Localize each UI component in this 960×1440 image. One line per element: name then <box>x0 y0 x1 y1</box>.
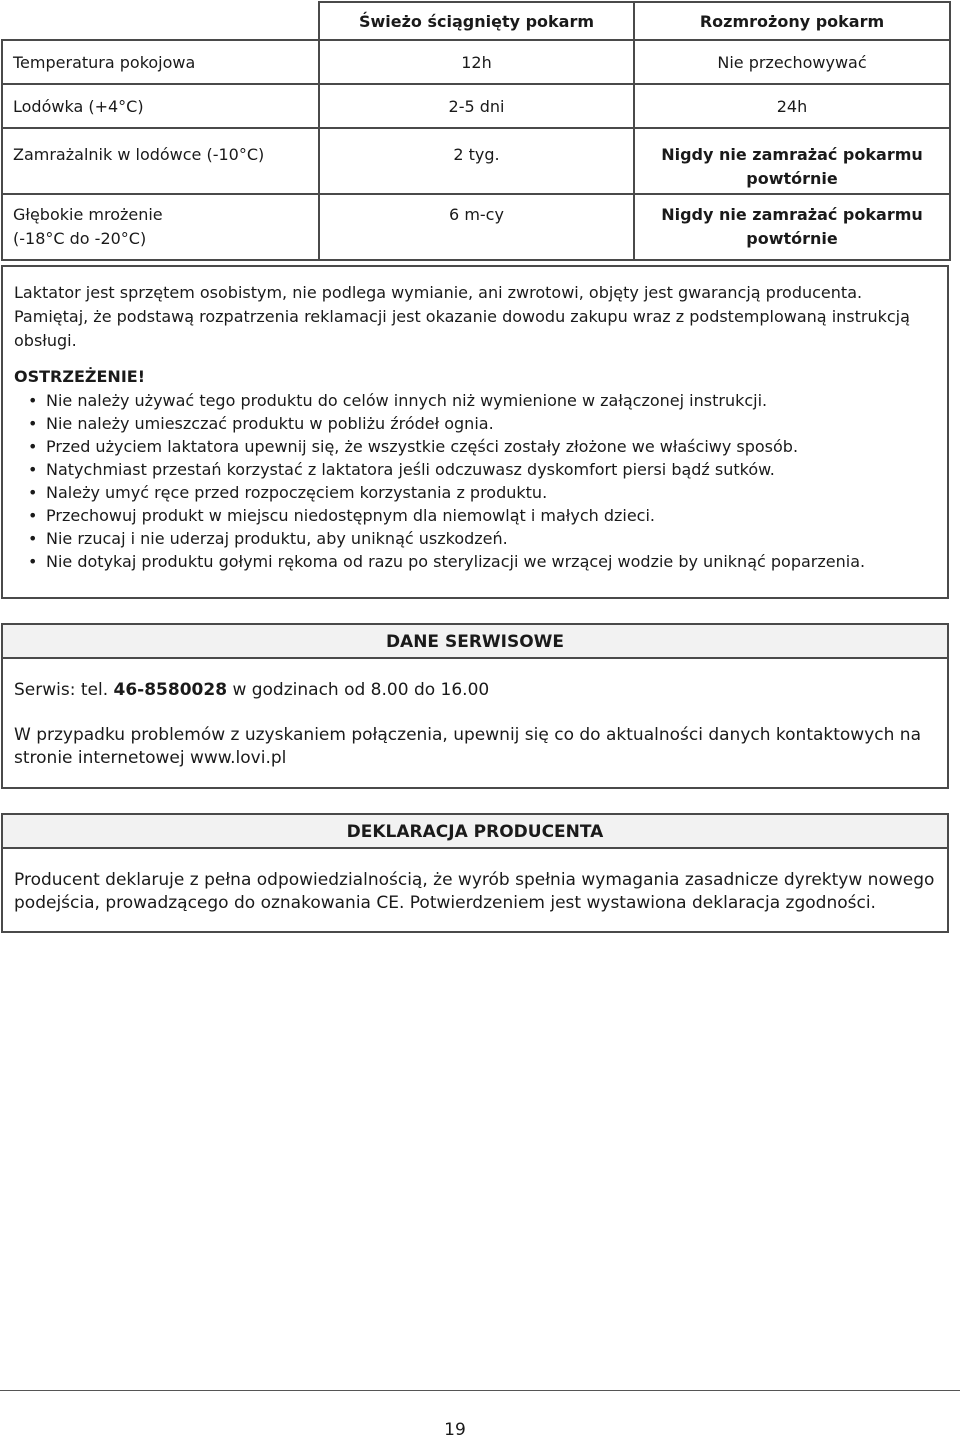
warning-list <box>14 389 936 573</box>
thawed-value: Nigdy nie zamrażać pokarmu powtórnie <box>634 128 950 194</box>
warranty-text: Laktator jest sprzętem osobistym, nie podlega wymianie, ani zwrotowi, objęty jest gwarancją producenta. Pamiętaj, że podstawą rozpatrzenia reklamacji jest okazanie dowodu zakupu wraz z podstemplowaną instrukcją obsługi. <box>14 283 910 350</box>
phone-number: 46-8580028 <box>113 680 228 700</box>
row-label: Temperatura pokojowa <box>2 40 319 84</box>
row-label <box>2 194 319 260</box>
phone-prefix: Serwis: tel. <box>14 680 109 700</box>
table-row <box>2 40 950 84</box>
list-item: • Należy umyć ręce przed rozpoczęciem korzystania z produktu. <box>14 481 936 504</box>
service-hours: w godzinach od 8.00 do 16.00 <box>232 680 490 700</box>
storage-table <box>1 1 951 261</box>
fresh-value: 6 m-cy <box>319 194 634 260</box>
service-note: W przypadku problemów z uzyskaniem połączenia, upewnij się co do aktualności danych kontaktowych na stronie internetowej www.lovi.pl <box>14 725 921 768</box>
service-header: DANE SERWISOWE <box>1 623 949 659</box>
header-fresh: Świeżo ściągnięty pokarm <box>319 2 634 40</box>
header-empty <box>2 2 319 40</box>
declaration-header: DEKLARACJA PRODUCENTA <box>1 813 949 849</box>
table-row <box>2 194 950 260</box>
list-item: • Nie należy umieszczać produktu w pobliżu źródeł ognia. <box>14 412 936 435</box>
fresh-value: 2 tyg. <box>319 128 634 194</box>
thawed-value: Nie przechowywać <box>634 40 950 84</box>
declaration-box <box>1 847 949 933</box>
fresh-value: 12h <box>319 40 634 84</box>
declaration-text: Producent deklaruje z pełna odpowiedzialnością, że wyrób spełnia wymagania zasadnicze dyrektyw nowego podejścia, prowadzącego do oznakowania CE. Potwierdzeniem jest wystawiona deklaracja zgodności. <box>14 870 935 913</box>
table-row <box>2 128 950 194</box>
table-header-row <box>2 2 950 40</box>
row-label-text: Głębokie mrożenie (-18°C do -20°C) <box>13 205 163 248</box>
list-item: • Przechowuj produkt w miejscu niedostępnym dla niemowląt i małych dzieci. <box>14 504 936 527</box>
list-item: • Nie należy używać tego produktu do celów innych niż wymienione w załączonej instrukcji. <box>14 389 936 412</box>
table-row <box>2 84 950 128</box>
footer-divider <box>0 1390 960 1391</box>
service-phone-line <box>14 679 936 702</box>
list-item: • Przed użyciem laktatora upewnij się, że wszystkie części zostały złożone we właściwy sposób. <box>14 435 936 458</box>
warning-title: OSTRZEŻENIE! <box>14 367 145 386</box>
row-label: Zamrażalnik w lodówce (-10°C) <box>2 128 319 194</box>
page-number: 19 <box>444 1420 466 1440</box>
list-item: • Nie dotykaj produktu gołymi rękoma od razu po sterylizacji we wrzącej wodzie by uniknąć poparzenia. <box>14 550 936 573</box>
thawed-value: Nigdy nie zamrażać pokarmu powtórnie <box>634 194 950 260</box>
list-item: • Nie rzucaj i nie uderzaj produktu, aby uniknąć uszkodzeń. <box>14 527 936 550</box>
list-item: • Natychmiast przestań korzystać z laktatora jeśli odczuwasz dyskomfort piersi bądź sutków. <box>14 458 936 481</box>
fresh-value: 2-5 dni <box>319 84 634 128</box>
warranty-box <box>1 265 949 599</box>
header-thawed: Rozmrożony pokarm <box>634 2 950 40</box>
service-box <box>1 657 949 789</box>
thawed-value: 24h <box>634 84 950 128</box>
row-label: Lodówka (+4°C) <box>2 84 319 128</box>
